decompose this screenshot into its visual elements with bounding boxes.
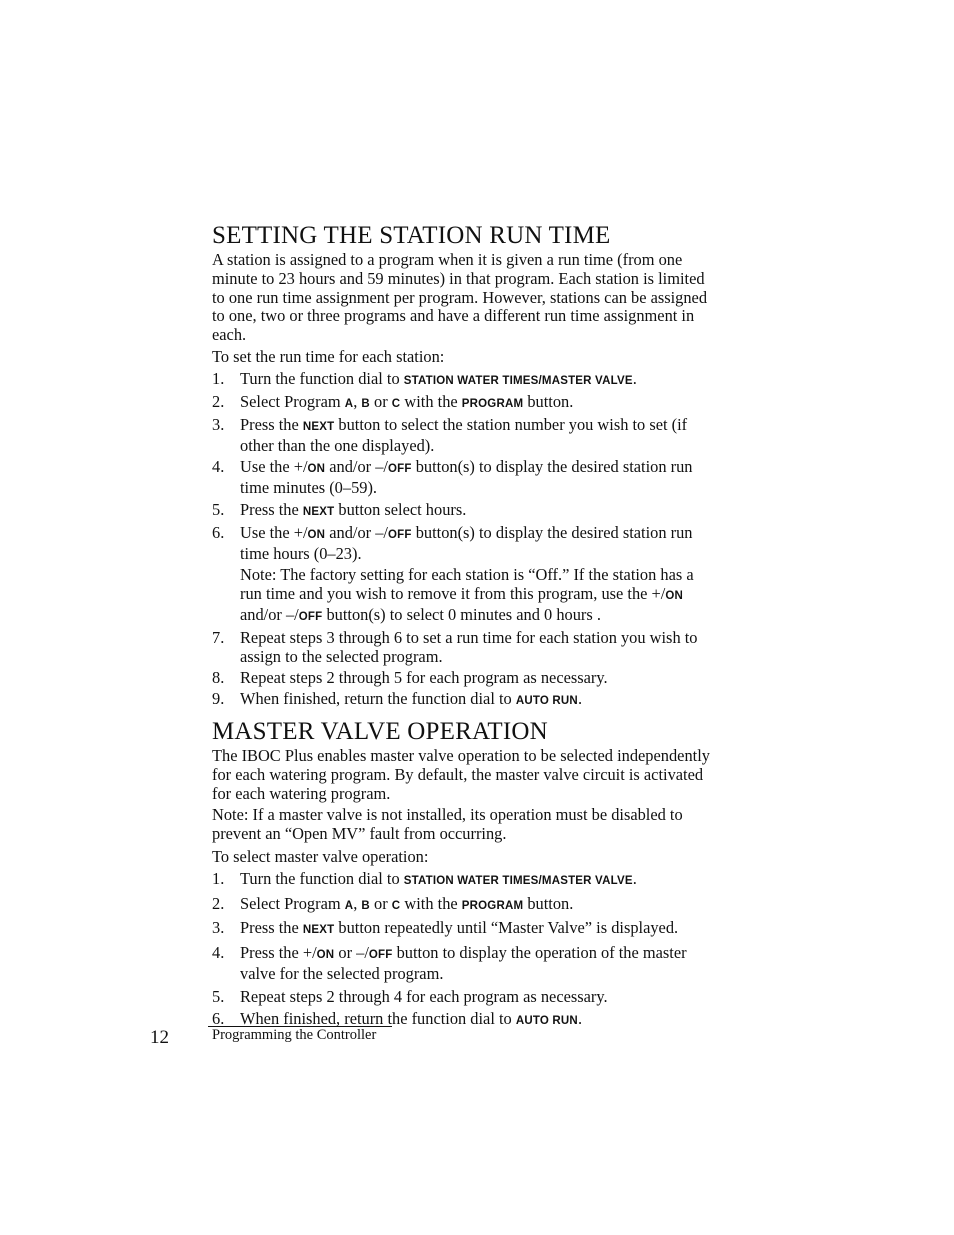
list-item: 1. Turn the function dial to STATION WATER TIMES/MASTER VALVE. bbox=[212, 368, 637, 388]
steps-lead: To set the run time for each station: bbox=[212, 346, 445, 366]
page-number: 12 bbox=[150, 1027, 169, 1048]
intro-paragraph: A station is assigned to a program when it is given a run time (from one minute to 23 hours and 59 minutes) in that program. Each station is limited to one run time assignment per program. However, stations can be assigned to one, two or three programs and have a different run time assignment in each. bbox=[212, 250, 708, 345]
list-item: 9. When finished, return the function dial to AUTO RUN. bbox=[212, 689, 583, 709]
run-time-steps bbox=[212, 370, 712, 564]
list-item: 3. Press the NEXT button to select the station number you wish to set (if other than the one displayed). bbox=[212, 415, 688, 456]
master-valve-steps bbox=[212, 870, 712, 1031]
list-item: 3. Press the NEXT button repeatedly until “Master Valve” is displayed. bbox=[212, 918, 679, 938]
list-item: 1. Turn the function dial to STATION WATER TIMES/MASTER VALVE. bbox=[212, 868, 637, 888]
list-item: 4. Press the +/ON or –/OFF button to display the operation of the master valve for the selected program. bbox=[212, 943, 687, 983]
list-item: 6. Use the +/ON and/or –/OFF button(s) to display the desired station run time hours (0–23). bbox=[212, 522, 693, 563]
run-time-steps-continued bbox=[212, 629, 712, 711]
list-item: 2. Select Program A, B or C with the PROGRAM button. bbox=[212, 893, 574, 913]
list-item: 4. Use the +/ON and/or –/OFF button(s) to display the desired station run time minutes (0–59). bbox=[212, 457, 693, 498]
list-item: 5. Press the NEXT button select hours. bbox=[212, 499, 467, 519]
list-item: 8. Repeat steps 2 through 5 for each program as necessary. bbox=[212, 667, 608, 687]
list-item: 5. Repeat steps 2 through 4 for each program as necessary. bbox=[212, 986, 608, 1006]
list-item: 7. Repeat steps 3 through 6 to set a run time for each station you wish to assign to the selected program. bbox=[212, 627, 698, 666]
section-title-station-run-time: SETTING THE STATION RUN TIME bbox=[212, 222, 611, 249]
running-title: Programming the Controller bbox=[212, 1027, 377, 1043]
page-content bbox=[212, 221, 712, 1033]
section-title-master-valve: MASTER VALVE OPERATION bbox=[212, 718, 548, 746]
list-item: 2. Select Program A, B or C with the PROGRAM button. bbox=[212, 392, 574, 412]
master-valve-intro: The IBOC Plus enables master valve operation to be selected independently for each watering program. By default, the master valve circuit is activated for each watering program. bbox=[212, 746, 710, 803]
list-item: 6. When finished, return the function dial to AUTO RUN. bbox=[212, 1008, 583, 1028]
steps-lead: To select master valve operation: bbox=[212, 847, 429, 867]
master-valve-note: Note: If a master valve is not installed, its operation must be disabled to prevent an “Open MV” fault from occurring. bbox=[212, 805, 683, 844]
factory-setting-note: Note: The factory setting for each station is “Off.” If the station has a run time and you wish to remove it from this program, use the +/ON and/or –/OFF button(s) to select 0 minutes and 0 hours . bbox=[240, 564, 694, 624]
